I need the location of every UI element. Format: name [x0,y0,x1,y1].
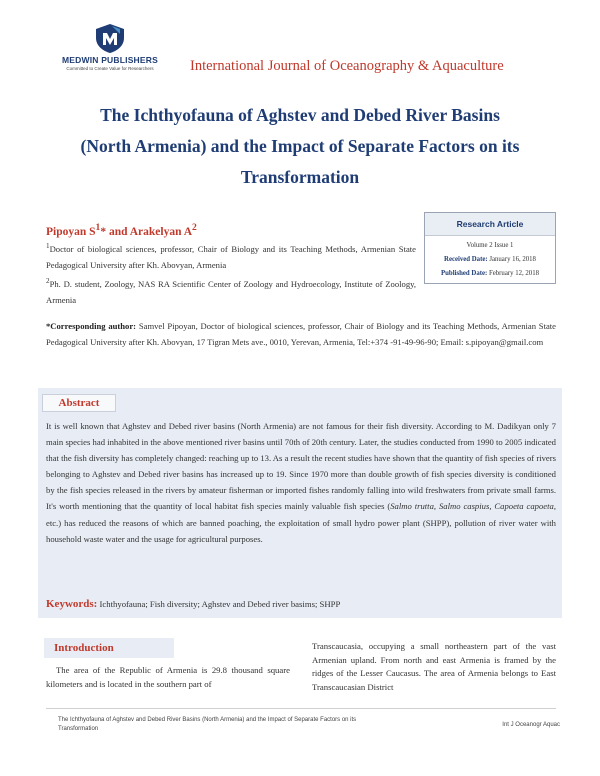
received-label: Received Date: [444,256,488,263]
title-line: Transformation [240,167,360,187]
footer-journal-abbrev: Int J Oceanogr Aquac [502,722,560,728]
published-label: Published Date: [441,270,488,277]
research-article-box [424,212,556,284]
corresponding-label: *Corresponding author: [46,321,137,331]
author-list [46,222,197,238]
research-article-heading: Research Article [425,213,555,236]
abstract-part-2: , etc.) has reduced the reasons of which are banned poaching, the exploitation of small hydro power plant (SHPP), pollution of river water with household waste water and the usage for agricultural purposes. [46,501,556,544]
published-date [425,267,555,281]
keywords-label: Keywords: [46,598,98,610]
footer-running-title: The Ichthyofauna of Aghstev and Debed River Basins (North Armenia) and the Impact of Separate Factors on its Transformation [58,717,357,732]
author-2-sup: 2 [192,222,197,233]
author-1-sup: 1 [95,222,101,233]
volume-issue: Volume 2 Issue 1 [466,242,514,249]
title-line: (North Armenia) and the Impact of Separate Factors on its [80,136,520,156]
title-line: The Ichthyofauna of Aghstev and Debed River Basins [100,105,500,125]
affiliation-1-sup: 1 [46,242,50,250]
abstract-part-1: It is well known that Aghstev and Debed river basins (North Armenia) are not famous for their fish diversity. According to M. Dadikyan only 7 main species had inhabited in the above mentioned river basins until 70th of 20th century. Later, the studies conducted from 1990 to 2005 indicated that the fish diversity has completely changed: reaching up to 13. As a result the recent studies have shown that the quantity of fish species of rivers belonging to Aghstev and Debed river basins has increased up to 19. Since 1970 more than double growth of fish species diversity is conditioned by the fish species released in the rivers by amateur fisherman or imported fishes randomly falling into wild freshwaters from private small farms. It's worth mentioning that the quantity of local habitat fish species mainly valuable fish species ( [46,421,556,512]
published-value: February 12, 2018 [488,270,539,277]
keywords [46,598,556,610]
article-title [40,100,560,193]
footer-divider [46,708,556,709]
publisher-name: MEDWIN PUBLISHERS [62,55,158,65]
introduction-heading: Introduction [44,638,174,658]
page-header [0,18,600,78]
publisher-tagline: Committed to Create Value for Researchers [66,66,154,71]
keywords-text: Ichthyofauna; Fish diversity; Aghstev and Debed river basims; SHPP [99,599,341,609]
abstract-species: Salmo trutta, Salmo caspius, Capoeta capoeta [390,501,554,512]
shield-logo-icon [93,22,127,54]
introduction-left-column: The area of the Republic of Armenia is 29.8 thousand square kilometers and is located in the southern part of [46,665,290,689]
publisher-logo [50,22,170,78]
author-1: Pipoyan S [46,225,96,238]
abstract-heading: Abstract [42,394,116,412]
received-date [425,253,555,267]
affiliation-2 [46,273,416,308]
journal-title[interactable]: International Journal of Oceanography & Aquaculture [190,58,504,74]
abstract-text [46,418,556,547]
corresponding-author [46,318,556,350]
affiliation-1 [46,238,416,273]
introduction-right-column: Transcaucasia, occupying a small northeastern part of the vast Armenian upland. From north and east Armenia is framed by the ridges of the Lesser Caucasus. The area of Armenia belongs to East Transcaucasian District [312,641,556,692]
affiliation-2-sup: 2 [46,277,50,285]
received-value: January 16, 2018 [489,256,536,263]
author-2: * and Arakelyan A [100,225,193,238]
affiliation-2-text: Ph. D. student, Zoology, NAS RA Scientific Center of Zoology and Hydroecology, Institute of Zoology, Armenia [46,278,416,305]
affiliation-1-text: Doctor of biological sciences, professor, Chair of Biology and its Teaching Methods, Armenian State Pedagogical University after Kh. Abovyan, Armenia [46,243,416,270]
corresponding-text: Samvel Pipoyan, Doctor of biological sciences, professor, Chair of Biology and its Teaching Methods, Armenian State Pedagogical University after Kh. Abovyan, 17 Tigran Mets ave., 0010, Yerevan, Armenia, Tel:+374 -91-49-96-90; Email: s.pipoyan@gmail.com [46,321,556,347]
